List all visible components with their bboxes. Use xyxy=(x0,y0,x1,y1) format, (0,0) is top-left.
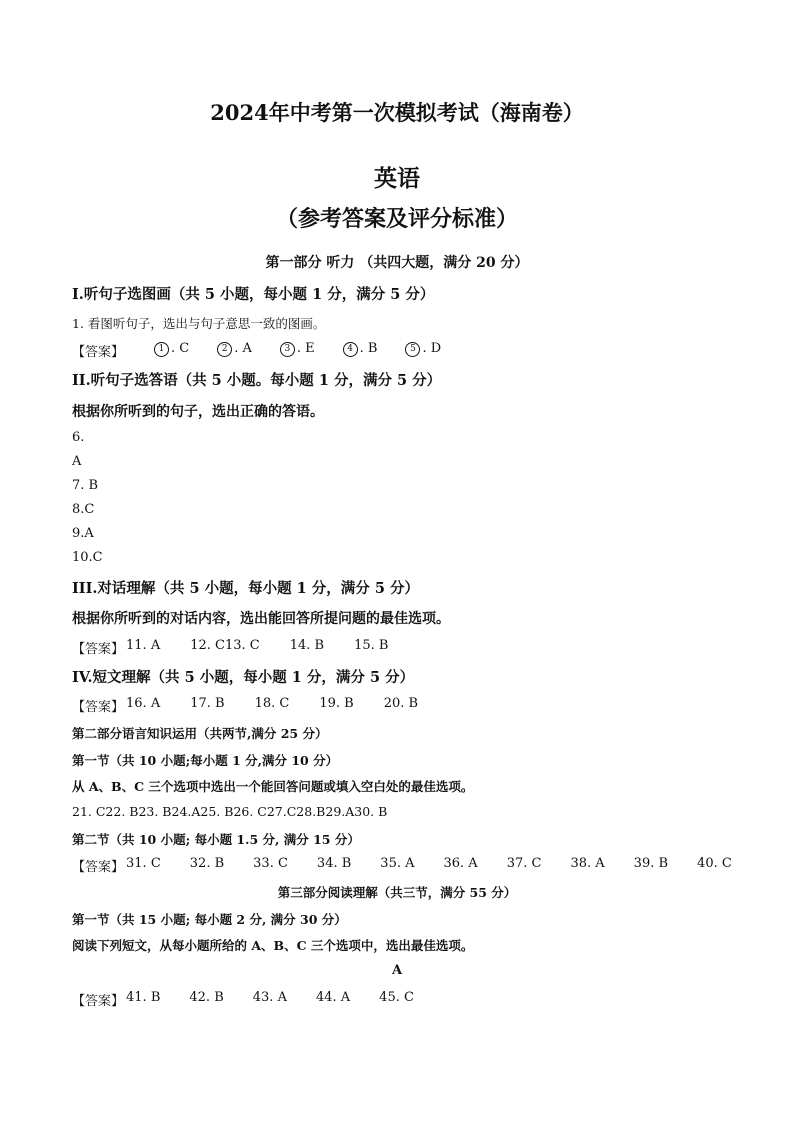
circled-number: 3 xyxy=(280,342,295,357)
part3-sec1-instruction: 阅读下列短文，从每小题所给的 A、B、C 三个选项中，选出最佳选项。 xyxy=(72,938,474,953)
answer-item: 2 . A xyxy=(217,341,252,360)
part1-sec1-instruction: 1. 看图听句子，选出与句子意思一致的图画。 xyxy=(72,316,326,331)
answer-item: 14. B xyxy=(289,638,325,653)
answer-item: 31. C xyxy=(126,856,161,871)
answer-label: 【答案】 xyxy=(72,994,125,1009)
answer-item: 40. C xyxy=(697,856,732,871)
answer-item: 32. B xyxy=(189,856,225,871)
part1-sec4-heading: IV.短文理解（共 5 小题，每小题 1 分，满分 5 分） xyxy=(72,669,415,686)
answer-label: 【答案】 xyxy=(72,700,125,715)
answer-item: 3 . E xyxy=(280,341,315,360)
part1-sec2-line: 9.A xyxy=(72,526,94,541)
part1-sec1-heading: I.听句子选图画（共 5 小题，每小题 1 分，满分 5 分） xyxy=(72,286,435,303)
answer-item: 20. B xyxy=(383,696,419,711)
circled-number: 4 xyxy=(343,342,358,357)
answer-item: 37. C xyxy=(506,856,542,871)
answer-item: 17. B xyxy=(190,696,225,711)
answer-item: 39. B xyxy=(633,856,669,871)
part2-sec2-heading: 第二节（共 10 小题; 每小题 1.5 分, 满分 15 分） xyxy=(72,832,360,847)
answer-item: 1 . C xyxy=(154,341,189,360)
part1-sec4-answers xyxy=(72,696,418,715)
answer-item: 18. C xyxy=(254,696,290,711)
answer-label: 【答案】 xyxy=(72,345,125,360)
part1-sec3-heading: III.对话理解（共 5 小题，每小题 1 分，满分 5 分） xyxy=(72,580,419,597)
answer-item: 11. A xyxy=(126,638,161,653)
part1-sec2-line: 7. B xyxy=(72,478,99,493)
answer-label: 【答案】 xyxy=(72,642,125,657)
answer-item: 35. A xyxy=(380,856,415,871)
answer-label: 【答案】 xyxy=(72,860,125,875)
part1-sec2-line: 6. xyxy=(72,430,85,445)
answer-item: 16. A xyxy=(126,696,161,711)
answer-item: 41. B xyxy=(126,990,161,1005)
answer-item: 44. A xyxy=(315,990,351,1005)
answer-item: 43. A xyxy=(252,990,287,1005)
part2-sec1-answers: 21. C22. B23. B24.A25. B26. C27.C28.B29.A30. B xyxy=(72,804,388,819)
answer-item: 33. C xyxy=(253,856,288,871)
answer-item: 36. A xyxy=(443,856,478,871)
part1-sec2-line: A xyxy=(72,454,82,469)
answer-item: 38. A xyxy=(570,856,605,871)
part2-header: 第二部分语言知识运用（共两节,满分 25 分） xyxy=(72,726,328,741)
answer-item: 4 . B xyxy=(343,341,378,360)
part2-sec1-instruction: 从 A、B、C 三个选项中选出一个能回答问题或填入空白处的最佳选项。 xyxy=(72,779,474,794)
part2-sec1-heading: 第一节（共 10 小题;每小题 1 分,满分 10 分） xyxy=(72,753,339,768)
part3-sec1-heading: 第一节（共 15 小题; 每小题 2 分, 满分 30 分） xyxy=(72,912,347,927)
answer-item: 34. B xyxy=(316,856,352,871)
part2-sec2-answers xyxy=(72,856,732,875)
document-subtitle: （参考答案及评分标准） xyxy=(275,206,518,232)
circled-number: 1 xyxy=(154,342,169,357)
part1-sec2-line: 10.C xyxy=(72,550,103,565)
part1-header: 第一部分 听力 （共四大题，满分 20 分） xyxy=(265,255,529,271)
document-title: 2024年中考第一次模拟考试（海南卷） xyxy=(210,100,584,125)
answer-item: 19. B xyxy=(319,696,354,711)
part1-sec3-instruction: 根据你所听到的对话内容，选出能回答所提问题的最佳选项。 xyxy=(72,611,450,627)
part3-sec1-answers xyxy=(72,990,414,1009)
answer-item: 12. C13. C xyxy=(190,638,260,653)
circled-number: 2 xyxy=(217,342,232,357)
answer-item: 42. B xyxy=(189,990,224,1005)
part1-sec1-answers xyxy=(72,341,441,360)
answer-item: 15. B xyxy=(354,638,389,653)
part1-sec2-instruction: 根据你所听到的句子，选出正确的答语。 xyxy=(72,404,324,420)
subject-heading: 英语 xyxy=(374,165,420,192)
circled-number: 5 xyxy=(405,342,420,357)
passage-label: A xyxy=(391,963,403,978)
answer-item: 45. C xyxy=(379,990,414,1005)
part1-sec2-line: 8.C xyxy=(72,502,95,517)
part1-sec2-heading: II.听句子选答语（共 5 小题。每小题 1 分，满分 5 分） xyxy=(72,372,442,389)
part1-sec3-answers xyxy=(72,638,388,657)
answer-item: 5 . D xyxy=(405,341,441,360)
part3-header: 第三部分阅读理解（共三节，满分 55 分） xyxy=(277,885,517,900)
